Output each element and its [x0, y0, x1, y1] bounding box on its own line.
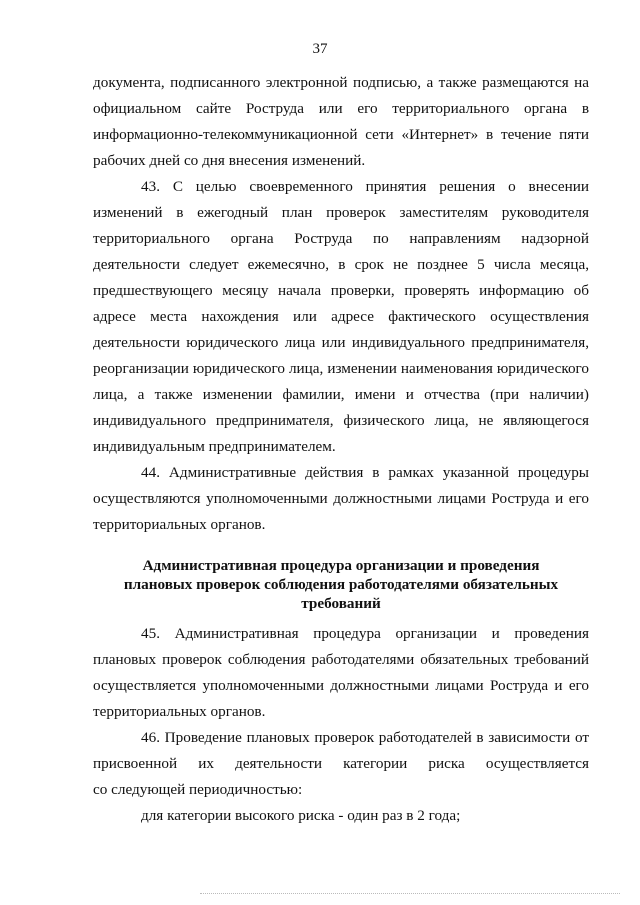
text-line: территориальных органов. [93, 703, 266, 720]
text-line: индивидуальным предпринимателем. [93, 438, 336, 455]
paragraphs-block-1 [93, 70, 589, 538]
heading-line: Административная процедура организации и проведения [142, 557, 540, 574]
paragraph-45-first-line: 45. Административная процедура организации и проведения [141, 625, 589, 642]
text-line: деятельности следует ежемесячно, в срок не позднее 5 числа месяца, [93, 256, 589, 273]
text-line: предшествующего месяцу начала проверки, проверять информацию об [93, 282, 589, 299]
text-line: присвоенной их деятельности категории риска осуществляется [93, 755, 589, 772]
text-line: индивидуального предпринимателя, физического лица, не являющегося [93, 412, 589, 429]
text-line: для категории высокого риска - один раз в 2 года; [141, 807, 461, 824]
paragraph-43-first-line: 43. С целью своевременного принятия решения о внесении [141, 178, 589, 195]
page-number: 37 [312, 41, 328, 57]
text-line: документа, подписанного электронной подписью, а также размещаются на [93, 74, 589, 91]
text-line: плановых проверок соблюдения работодателями обязательных требований [93, 651, 589, 668]
text-line: осуществляется уполномоченными должностными лицами Роструда и его [93, 677, 589, 694]
text-line: деятельности юридического лица или индивидуального предпринимателя, [93, 334, 589, 351]
text-line: лица, а также изменении фамилии, имени и отчества (при наличии) [93, 386, 589, 403]
text-line: рабочих дней со дня внесения изменений. [93, 152, 366, 169]
paragraphs-block-2 [93, 621, 589, 829]
heading-line: плановых проверок соблюдения работодателями обязательных [123, 576, 559, 593]
paragraph-46-first-line: 46. Проведение плановых проверок работодателей в зависимости от [141, 729, 589, 746]
section-heading [93, 556, 589, 613]
text-line: изменений в ежегодный план проверок заместителям руководителя [93, 204, 589, 221]
text-line: территориального органа Роструда по направлениям надзорной [93, 230, 589, 247]
text-line: территориальных органов. [93, 516, 266, 533]
text-line: реорганизации юридического лица, изменении наименования юридического [93, 360, 589, 377]
text-line: официальном сайте Роструда или его территориального органа в [93, 100, 589, 117]
paragraph-44-first-line: 44. Административные действия в рамках указанной процедуры [141, 464, 589, 481]
text-line: информационно-телекоммуникационной сети «Интернет» в течение пяти [93, 126, 589, 143]
text-line: осуществляются уполномоченными должностными лицами Роструда и его [93, 490, 589, 507]
text-line: адресе места нахождения или адресе фактического осуществления [93, 308, 589, 325]
heading-line: требований [301, 595, 381, 612]
scan-edge-line [200, 893, 620, 894]
text-line: со следующей периодичностью: [93, 781, 303, 798]
